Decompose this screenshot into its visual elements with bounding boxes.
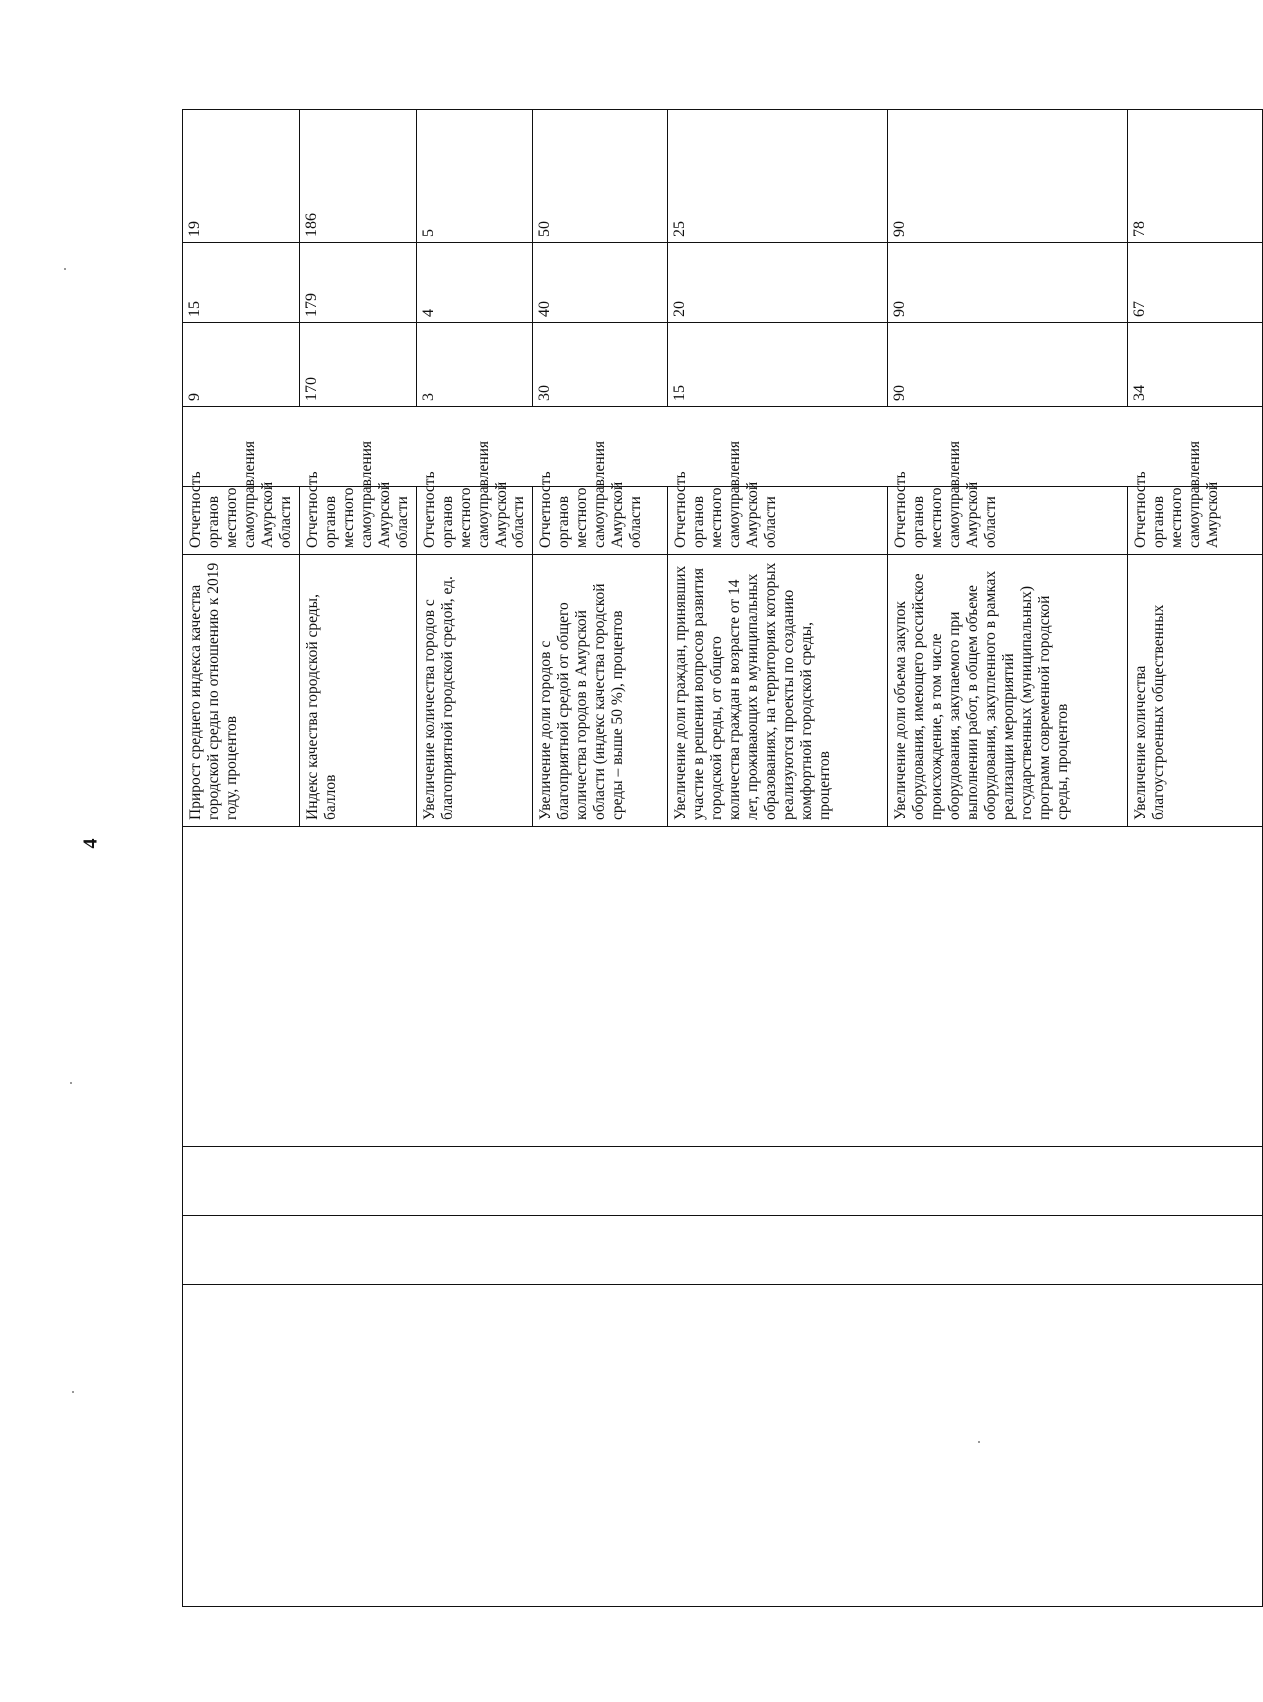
value-cell: 90 [888,323,1128,407]
scan-speck [64,268,66,270]
value-cell: 78 [1128,110,1263,243]
page-number: 4 [79,838,102,849]
value-cell: 30 [533,323,668,407]
value-cell: 19 [183,110,300,243]
empty-cell [183,1216,1263,1285]
value-cell: 5 [416,110,533,243]
indicators-table [182,109,1263,1607]
rotated-table-wrapper [182,110,1222,1607]
empty-cell [183,407,1263,487]
value-cell: 25 [668,110,888,243]
indicator-cell: Увеличение количества благоустроенных общественных [1128,555,1263,827]
source-cell: Отчетность органов местного самоуправления Амурской области [668,487,888,555]
value-cell: 4 [416,243,533,323]
value-cell: 179 [299,243,416,323]
empty-cell [183,1147,1263,1216]
value-cell: 90 [888,110,1128,243]
source-cell: Отчетность органов местного самоуправления Амурской области [533,487,668,555]
table-row [183,110,300,1607]
value-cell: 40 [533,243,668,323]
source-cell: Отчетность органов местного самоуправления Амурской области [416,487,533,555]
value-cell: 15 [668,323,888,407]
scan-speck [70,1082,72,1084]
source-cell: Отчетность органов местного самоуправления Амурской области [183,487,300,555]
value-cell: 67 [1128,243,1263,323]
indicator-cell: Увеличение количества городов с благоприятной городской средой, ед. [416,555,533,827]
value-cell: 15 [183,243,300,323]
empty-cell [183,827,1263,1147]
indicator-cell: Прирост среднего индекса качества городской среды по отношению к 2019 году, процентов [183,555,300,827]
value-cell: 3 [416,323,533,407]
empty-cell [183,1285,1263,1607]
value-cell: 186 [299,110,416,243]
value-cell: 34 [1128,323,1263,407]
source-cell: Отчетность органов местного самоуправления Амурской области [299,487,416,555]
value-cell: 20 [668,243,888,323]
value-cell: 9 [183,323,300,407]
source-cell: Отчетность органов местного самоуправления Амурской [1128,487,1263,555]
source-cell: Отчетность органов местного самоуправления Амурской области [888,487,1128,555]
indicator-cell: Увеличение доли городов с благоприятной средой от общего количества городов в Амурской области (индекс качества городской среды – выше 50 %), процентов [533,555,668,827]
value-cell: 90 [888,243,1128,323]
indicator-cell: Увеличение доли граждан, принявших участие в решении вопросов развития городской среды, от общего количества граждан в возрасте от 14 лет, проживающих в муниципальных образованиях, на территориях которых реализуются проекты по созданию комфортной городской среды, процентов [668,555,888,827]
indicator-cell: Увеличение доли объема закупок оборудования, имеющего российское происхождение, в том числе оборудования, закупаемого при выполнении работ, в общем объеме оборудования, закупленного в рамках реализации мероприятий государственных (муниципальных) программ современной городской среды, процентов [888,555,1128,827]
value-cell: 170 [299,323,416,407]
value-cell: 50 [533,110,668,243]
indicator-cell: Индекс качества городской среды, баллов [299,555,416,827]
scan-speck [72,1391,74,1393]
